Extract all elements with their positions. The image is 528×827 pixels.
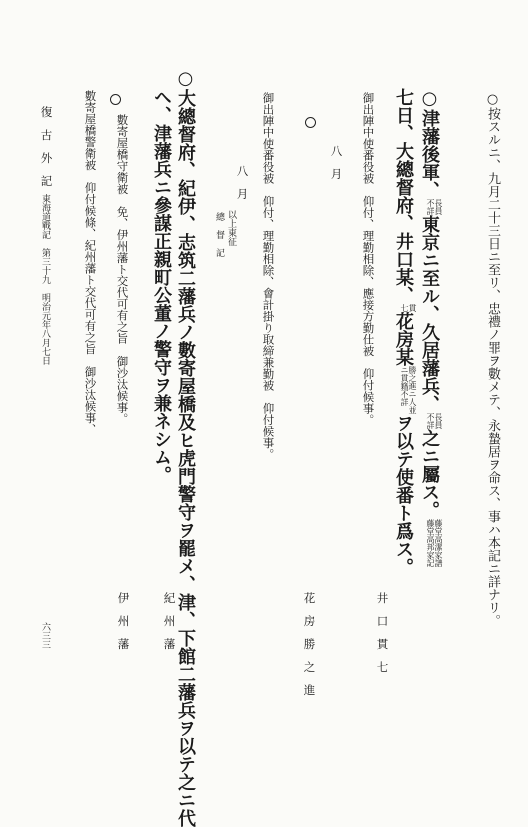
warichu-line: 長員 <box>434 413 443 429</box>
name-hanabusa-katsunoshin <box>303 592 315 696</box>
column-text: ヲ以テ使番ト爲ス。 <box>393 414 414 576</box>
column-text: 東京ニ至ル、久居藩兵、 <box>419 215 440 413</box>
column-text: 總 督 記 <box>214 212 224 257</box>
footer-chapter-date <box>40 194 49 365</box>
column-text: 花 房 勝 之 進 <box>302 592 317 696</box>
text-column-3 <box>394 88 416 576</box>
warichu-line: 七 <box>400 304 409 312</box>
column-text: 御出陣中使番役被 仰付、理勤相除、會計掛り取締兼勤被 仰付候事。 <box>261 92 276 460</box>
warichu-note <box>426 413 442 429</box>
warichu-note <box>400 366 416 414</box>
warichu-line: 藤堂高潔家譜 <box>434 519 443 567</box>
warichu-note <box>426 519 442 567</box>
column-text: 花房某 <box>393 312 414 366</box>
column-text: 八 月 <box>329 145 344 180</box>
name-kishu-han <box>163 592 175 650</box>
text-column-4 <box>362 92 374 426</box>
warichu-line: ニ貫籍不詳 <box>400 366 409 406</box>
warichu-note <box>400 304 416 312</box>
warichu-note <box>426 199 442 215</box>
circle-mark <box>110 94 121 105</box>
text-column-5 <box>330 145 342 180</box>
column-text: ○按スルニ、九月二十三日ニ至リ、忠禮ノ罪ヲ數メテ、永蟄居ヲ命ス、事ハ本記ニ詳ナリ。 <box>485 92 500 627</box>
name-inoguchi-kanshichi <box>376 592 388 673</box>
column-text: 七日、大總督府、井口某、 <box>393 88 414 304</box>
source-note-line-1 <box>226 210 235 246</box>
column-text: 復 古 外 記 <box>39 106 54 187</box>
text-column-9 <box>152 88 170 484</box>
source-note-line-2 <box>214 212 223 257</box>
footer-book-title <box>40 106 52 187</box>
page-number <box>40 622 49 649</box>
column-text: ○大總督府、紀伊、志筑二藩兵ノ數寄屋橋及ヒ虎門警守ヲ罷メ、津、下館二藩兵ヲ以テ之ニ代 <box>175 68 196 827</box>
column-text: ヘ、津藩兵ニ參謀正親町公董ノ警守ヲ兼ネシム。 <box>151 88 172 484</box>
name-ishu-han <box>117 592 129 650</box>
warichu-line: 不詳 <box>426 199 435 215</box>
text-column-11 <box>84 90 96 435</box>
column-text: 數寄屋橋守衛被 免、伊州藩ト交代可有之旨 御沙汰候事。 <box>115 114 130 425</box>
circle-mark <box>305 117 316 128</box>
column-text: 六三三 <box>40 622 50 649</box>
column-text: 伊 州 藩 <box>116 592 131 650</box>
warichu-line: 藤堂高邦家記 <box>426 519 435 567</box>
warichu-line: 貫 <box>408 304 417 312</box>
text-column-10 <box>116 114 128 425</box>
column-text: 之ニ屬ス。 <box>419 429 440 519</box>
column-text: 以上東征 <box>226 210 236 246</box>
column-text: 東海道戰記 第三十九 明治元年八月七日 <box>40 194 50 365</box>
warichu-line: 勝之進ニ人並 <box>408 366 417 414</box>
column-text: 井 口 貫 七 <box>375 592 390 673</box>
column-text: 數寄屋橋警衛被 仰付候條、紀州藩ト交代可有之旨 御沙汰候事、 <box>83 90 98 435</box>
text-column-6 <box>262 92 274 460</box>
text-column-8 <box>176 68 194 827</box>
column-text: 紀 州 藩 <box>162 592 177 650</box>
warichu-line: 長員 <box>434 199 443 215</box>
column-text: ○津藩後軍、 <box>419 88 440 199</box>
text-column-7 <box>236 165 248 200</box>
column-text: 八 月 <box>235 165 250 200</box>
text-column-1 <box>486 92 499 627</box>
warichu-line: 不詳 <box>426 413 435 429</box>
text-column-2 <box>420 88 442 567</box>
column-text: 御出陣中使番役被 仰付、理勤相除、應接方勤仕被 仰付候事。 <box>361 92 376 426</box>
